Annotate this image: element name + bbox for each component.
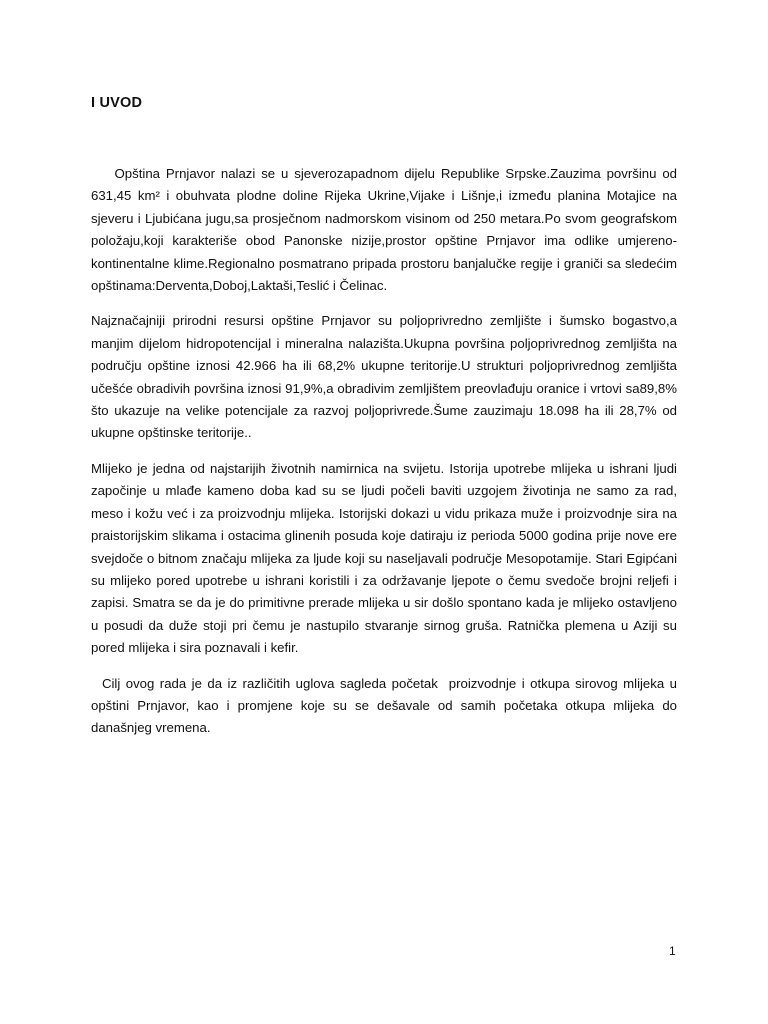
page-number: 1 <box>669 944 676 958</box>
section-heading: I UVOD <box>91 95 143 111</box>
body-text <box>91 163 681 753</box>
paragraph-intro: Opština Prnjavor nalazi se u sjeverozapadnom dijelu Republike Srpske.Zauzima površinu od 631,45 km² i obuhvata plodne doline Rijeka Ukrine,Vijake i Lišnje,i između planina Motajice na sjeveru i Ljubićana jugu,sa prosječnom nadmorskom visinom od 250 metara.Po svom geografskom položaju,koji karakteriše obod Panonske nizije,prostor opštine Prnjavor ima odlike umjereno-kontinentalne klime.Regionalno posmatrano pripada prostoru banjalučke regije i graniči sa sledećim opštinama:Derventa,Doboj,Laktaši,Teslić i Čelinac. <box>91 166 681 294</box>
paragraph-resources: Najznačajniji prirodni resursi opštine Prnjavor su poljoprivredno zemljište i šumsko bogastvo,a manjim dijelom hidropotencijal i mineralna nalazišta.Ukupna površina poljoprivrednog zemljišta na području opštine iznosi 42.966 ha ili 68,2% ukupne teritorije.U strukturi poljoprivrednog zemljišta učešće obradivih površina iznosi 91,9%,a obradivim zemljištem preovlađuju oranice i vrtovi sa89,8% što ukazuje na velike potencijale za razvoj poljoprivrede.Šume zauzimaju 18.098 ha ili 28,7% od ukupne opštinske teritorije.. <box>91 313 677 441</box>
paragraph-milk-history: Mlijeko je jedna od najstarijih životnih namirnica na svijetu. Istorija upotrebe mlijeka u ishrani ljudi započinje u mlađe kameno doba kad su se ljudi počeli baviti uzgojem životinja ne samo za rad, meso i kožu već i za proizvodnju mlijeka. Istorijski dokazi u vidu prikaza muže i proizvodnje sira na praistorijskim slikama i ostacima glinenih posuda koje datiraju iz perioda 5000 godina prije nove ere svejdoče o bitnom značaju mlijeka za ljude koji su naseljavali područje Mesopotamije. Stari Egipćani su mlijeko pored upotrebe u ishrani koristili i za održavanje ljepote o čemu svedoče brojni reljefi i zapisi. Smatra se da je do primitivne prerade mlijeka u sir došlo spontano kada je mlijeko ostavljeno u posudi da duže stoji pri čemu je nastupilo stvaranje sirnog gruša. Ratnička plemena u Aziji su pored mlijeka i sira poznavali i kefir. <box>91 460 677 656</box>
paragraph-goal: Cilj ovog rada je da iz različitih uglova sagleda početak proizvodnje i otkupa sirovog mlijeka u opštini Prnjavor, kao i promjene koje su se dešavale od samih početaka otkupa mlijeka do današnjeg vremena. <box>91 675 681 736</box>
